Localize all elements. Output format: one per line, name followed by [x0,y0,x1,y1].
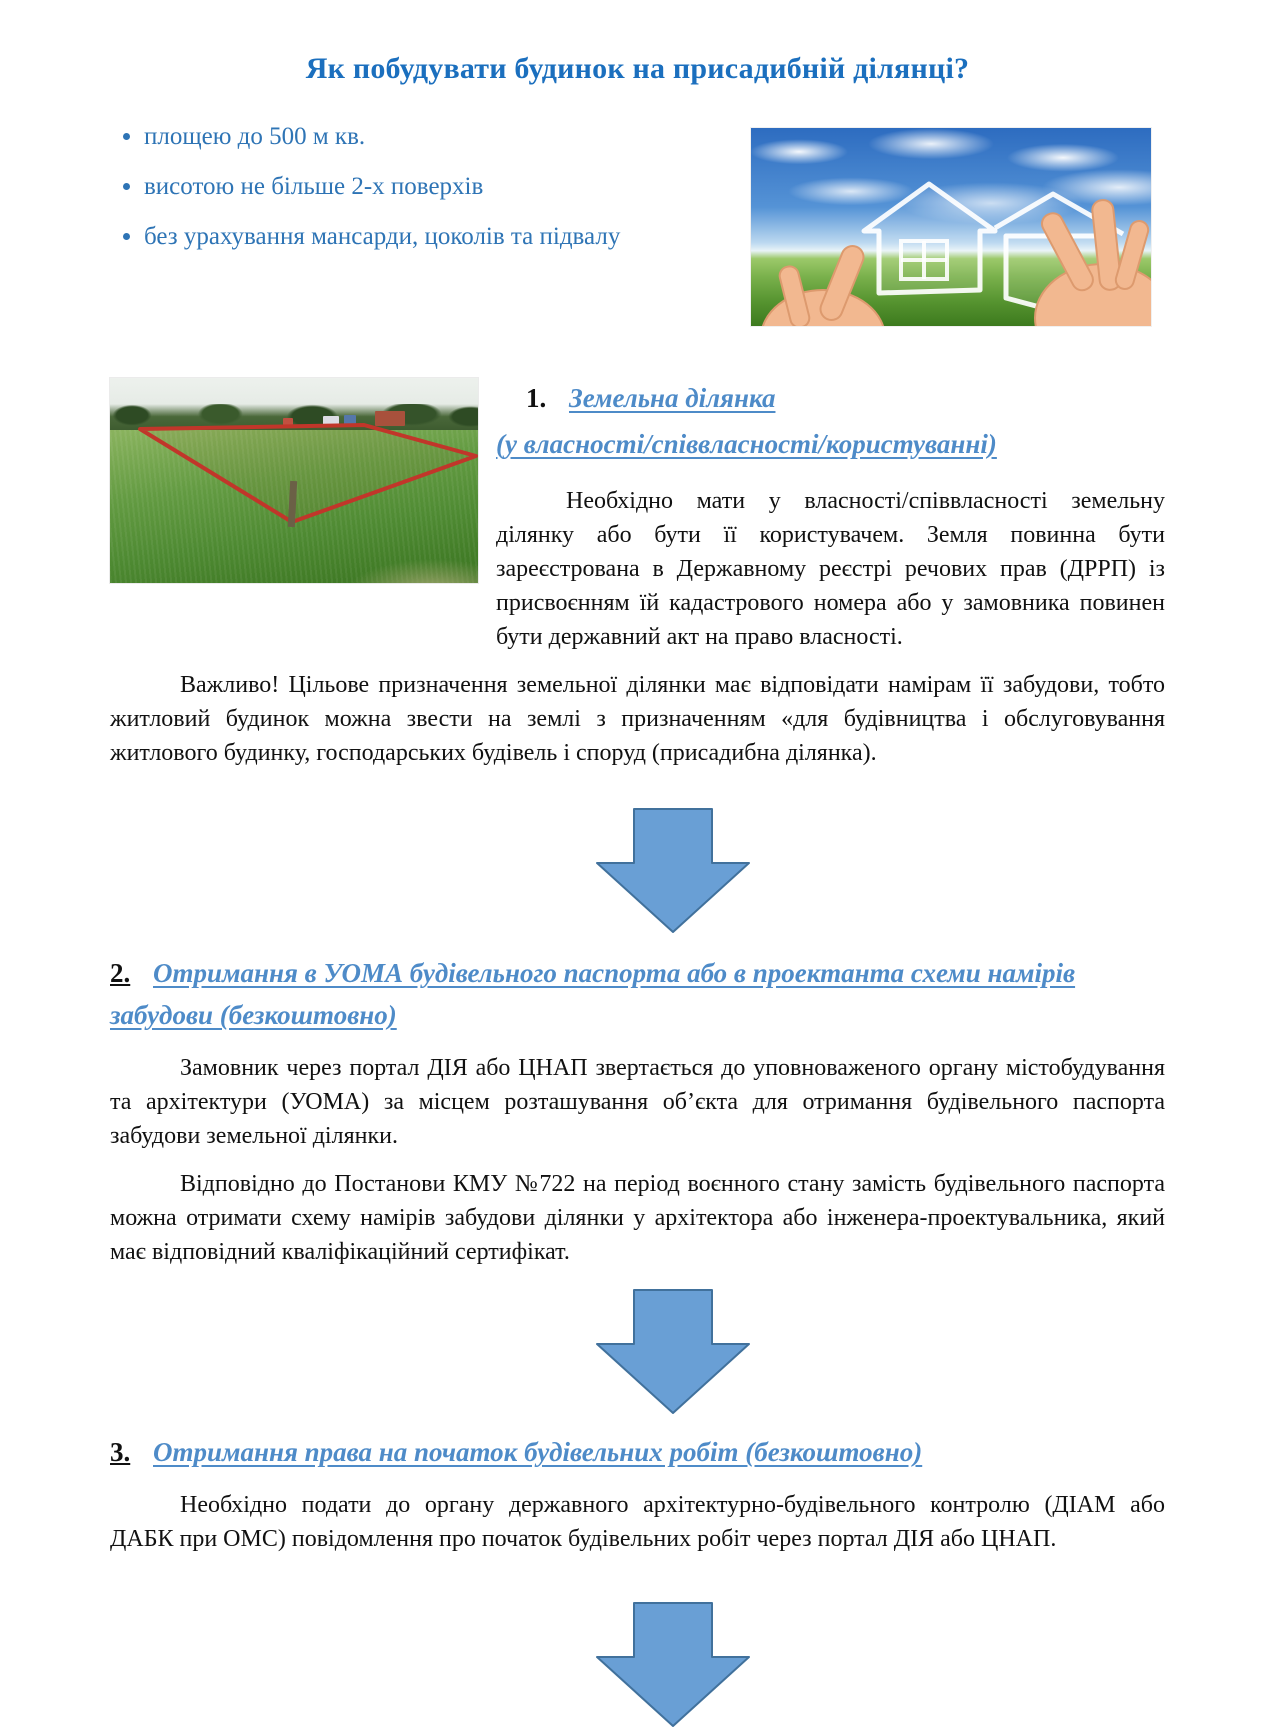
flow-arrow-row [110,1289,1165,1414]
section-1-number: 1. [526,383,547,413]
section-1-subheading [496,424,1165,466]
hands-framing-house-photo [751,128,1151,326]
section-2-heading [110,953,1165,1037]
section-3-heading-link[interactable]: Отримання права на початок будівельних робіт (безкоштовно) [153,1437,923,1468]
plot-boundary-outline [110,378,478,583]
list-item: • площею до 500 м кв. [144,122,751,152]
section-1-heading-link[interactable]: Земельна ділянка [569,383,776,413]
section-2-number: 2. [110,958,131,989]
land-plot-photo [110,378,478,583]
down-arrow-icon [596,808,750,933]
section-3-heading [110,1432,1165,1474]
list-item: • висотою не більше 2-х поверхів [144,172,751,202]
flow-arrow-row [110,808,1165,933]
down-arrow-icon [596,1602,750,1727]
section-3-number: 3. [110,1437,131,1468]
page-title: Як побудувати будинок на присадибній ділянці? [305,52,970,85]
section-2-paragraph-2: Відповідно до Постанови КМУ №722 на період воєнного стану замість будівельного паспорта можна отримати схему намірів забудови ділянки у архітектора або інженера-проектувальника, який має відповідний кваліфікаційний сертифікат. [110,1171,1165,1266]
requirements-bullet-list [110,122,751,272]
intro-section [110,122,1165,326]
flow-arrow-row [110,1602,1165,1727]
section-1-heading [496,378,1165,420]
section-1-paragraph: Необхідно мати у власності/співвласності земельну ділянку або бути її користувачем. Земля повинна бути зареєстрована в Державному реєстрі речових прав (ДРРП) із присвоєнням їй кадастрового номера або у замовника повинен бути державний акт на право власності. [496,487,1165,650]
section-2-heading-link[interactable]: Отримання в УОМА будівельного паспорта або в проектанта схеми намірів забудови (безкоштовно) [110,958,1076,1031]
section-1 [110,378,1165,654]
important-note-paragraph: Важливо! Цільове призначення земельної ділянки має відповідати намірам її забудови, тобто житловий будинок можна звести на землі з призначенням «для будівництва і обслуговування житлового будинку, господарських будівель і споруд (присадибна ділянка). [110,672,1165,767]
list-item: • без урахування мансарди, цоколів та підвалу [144,222,751,252]
section-1-text [478,378,1165,654]
house-sketch-and-hands-art [751,128,1151,326]
down-arrow-icon [596,1289,750,1414]
section-2-paragraph-1: Замовник через портал ДІЯ або ЦНАП звертається до уповноваженого органу містобудування та архітектури (УОМА) за місцем розташування об’єкта для отримання будівельного паспорта забудови земельної ділянки. [110,1055,1165,1150]
section-3-paragraph: Необхідно подати до органу державного архітектурно-будівельного контролю (ДІАМ або ДАБК при ОМС) повідомлення про початок будівельних робіт через портал ДІЯ або ЦНАП. [110,1492,1165,1553]
section-1-subheading-link[interactable]: (у власності/співвласності/користуванні) [496,428,997,459]
